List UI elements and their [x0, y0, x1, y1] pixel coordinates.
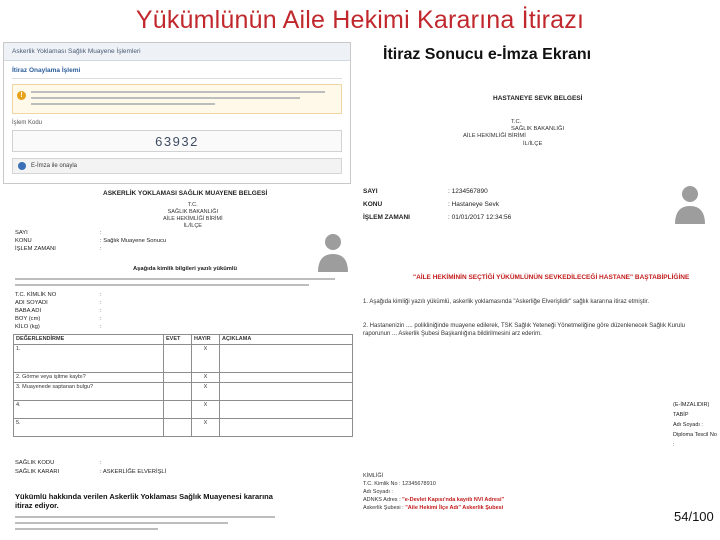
- signature-line: (E-İMZALIDIR): [673, 402, 710, 408]
- table-row: [14, 419, 353, 437]
- e-sign-button-label: E-İmza ile onayla: [31, 163, 78, 169]
- org-line: SAĞLIK BAKANLIĞI: [167, 209, 219, 215]
- itiraz-caption: Yükümlü hakkında verilen Askerlik Yoklaması Sağlık Muayenesi kararına itiraz ediyor.: [15, 492, 273, 510]
- hayir-cell: X: [192, 401, 220, 419]
- question-cell: 5.: [14, 419, 164, 437]
- org-line: AİLE HEKİMLİĞİ BİRİMİ: [163, 216, 223, 222]
- org-line: T.C.: [511, 119, 522, 125]
- verification-label: İşlem Kodu: [12, 120, 43, 126]
- paragraph-1: 1. Aşağıda kimliği yazılı yükümlü, askerlik yoklamasında "Askerliğe Elverişlidir" sağlık kararına itiraz etmiştir.: [363, 299, 650, 305]
- document-title: ASKERLİK YOKLAMASI SAĞLIK MUAYENE BELGESİ: [103, 190, 268, 197]
- identity-line: Askerlik Şubesi : "Aile Hekimi İlçe Adı" Askerlik Şubesi: [363, 505, 504, 511]
- personal-row: T.C. KİMLİK NO :: [15, 292, 102, 298]
- document-title: HASTANEYE SEVK BELGESİ: [493, 95, 583, 102]
- identity-line: ADNKS Adres : "e-Devlet Kapısı'nda kayıtlı NVI Adresi": [363, 497, 505, 503]
- e-sign-button[interactable]: [12, 158, 342, 174]
- column-header: AÇIKLAMA: [220, 335, 353, 345]
- e-imza-screen: [3, 42, 351, 184]
- warning-icon: !: [17, 91, 26, 100]
- recipient-heading: "AİLE HEKİMİNİN SEÇTİĞİ YÜKÜMLÜNÜN SEVKEDİLECEĞİ HASTANE" BAŞTABİPLİĞİNE: [413, 274, 690, 281]
- personal-row: BABA ADI :: [15, 308, 102, 314]
- e-signature-icon: [18, 162, 26, 170]
- question-cell: 3. Muayenede saptanan bulgu?: [14, 383, 164, 401]
- evet-cell: [164, 401, 192, 419]
- paragraph-2: 2. Hastanenizin .... polikliniğinde muayene edilerek, TSK Sağlık Yeteneği Yönetmeliğine göre düzenlenecek Sağlık Kurulu raporunun ... Askerlik Şubesi Başkanlığına bildirilmesini arz ederim.: [363, 323, 685, 337]
- evet-cell: [164, 383, 192, 401]
- verification-code: 63932: [12, 130, 342, 152]
- body-text-lines: [15, 278, 335, 290]
- page-number: 54/100: [674, 509, 714, 524]
- question-cell: 4.: [14, 401, 164, 419]
- question-cell: 2. Görme veya işitme kaybı?: [14, 373, 164, 383]
- org-line: SAĞLIK BAKANLIĞI: [511, 126, 565, 133]
- hayir-cell: X: [192, 373, 220, 383]
- slide-subtitle: İtiraz Sonucu e-İmza Ekranı: [383, 46, 592, 63]
- avatar-placeholder-icon: [673, 180, 707, 224]
- aciklama-cell: [220, 419, 353, 437]
- personal-row: BOY (cm) :: [15, 316, 102, 322]
- org-line: T.C.: [187, 202, 198, 208]
- warning-text-lines: [31, 89, 337, 109]
- org-line: AİLE HEKİMLİĞİ BİRİMİ: [463, 133, 526, 140]
- identity-line: KİMLİĞİ: [363, 473, 384, 479]
- signature-block: [673, 400, 717, 450]
- identity-line: T.C. Kimlik No : 12345678910: [363, 481, 436, 487]
- document-org: [463, 119, 564, 148]
- caption-text-lines: [15, 516, 275, 534]
- evet-cell: [164, 419, 192, 437]
- meta-row: İŞLEM ZAMANI : 01/01/2017 12:34:56: [363, 214, 512, 221]
- identity-block: [363, 472, 504, 512]
- screen-header: Askerlik Yoklaması Sağlık Muayene İşlemleri: [4, 43, 350, 61]
- signature-line: Adı Soyadı :: [673, 422, 703, 428]
- hayir-cell: X: [192, 383, 220, 401]
- section-title: Aşağıda kimlik bilgileri yazılı yükümlü: [133, 266, 238, 272]
- table-row: [14, 383, 353, 401]
- question-cell: 1.: [14, 345, 164, 373]
- hayir-cell: X: [192, 419, 220, 437]
- table-row: [14, 345, 353, 373]
- org-line: İL/İLÇE: [523, 140, 543, 147]
- meta-row: SAYI :: [15, 230, 102, 236]
- tab-itiraz-onaylama[interactable]: İtiraz Onaylama İşlemi: [12, 67, 342, 79]
- hayir-cell: X: [192, 345, 220, 373]
- slide-title: Yükümlünün Aile Hekimi Kararına İtirazı: [135, 6, 585, 34]
- aciklama-cell: [220, 383, 353, 401]
- result-row: SAĞLIK KARARI : ASKERLİĞE ELVERİŞLİ: [15, 469, 167, 475]
- org-line: İL/İLÇE: [183, 223, 202, 229]
- table-row: [14, 401, 353, 419]
- document-org: [163, 202, 223, 230]
- aciklama-cell: [220, 373, 353, 383]
- evet-cell: [164, 345, 192, 373]
- meta-row: KONU : Sağlık Muayene Sonucu: [15, 238, 167, 244]
- warning-box: [12, 84, 342, 114]
- askerlik-muayene-belgesi: [3, 184, 355, 540]
- aciklama-cell: [220, 401, 353, 419]
- meta-row: KONU : Hastaneye Sevk: [363, 201, 499, 208]
- result-row: SAĞLIK KODU :: [15, 460, 102, 466]
- signature-line: Diploma Tescil No :: [673, 432, 717, 448]
- meta-row: İŞLEM ZAMANI :: [15, 246, 102, 252]
- meta-row: SAYI : 1234567890: [363, 188, 488, 195]
- table-row: [14, 373, 353, 383]
- table-header-row: [14, 335, 353, 345]
- column-header: EVET: [164, 335, 192, 345]
- personal-row: ADI SOYADI :: [15, 300, 102, 306]
- identity-line: Adı Soyadı :: [363, 489, 393, 495]
- personal-row: KİLO (kg) :: [15, 324, 102, 330]
- evet-cell: [164, 373, 192, 383]
- evaluation-table: [13, 334, 353, 437]
- column-header: DEĞERLENDİRME: [14, 335, 164, 345]
- column-header: HAYIR: [192, 335, 220, 345]
- aciklama-cell: [220, 345, 353, 373]
- hastaneye-sevk-belgesi: [355, 80, 717, 540]
- signature-line: TABİP: [673, 412, 689, 418]
